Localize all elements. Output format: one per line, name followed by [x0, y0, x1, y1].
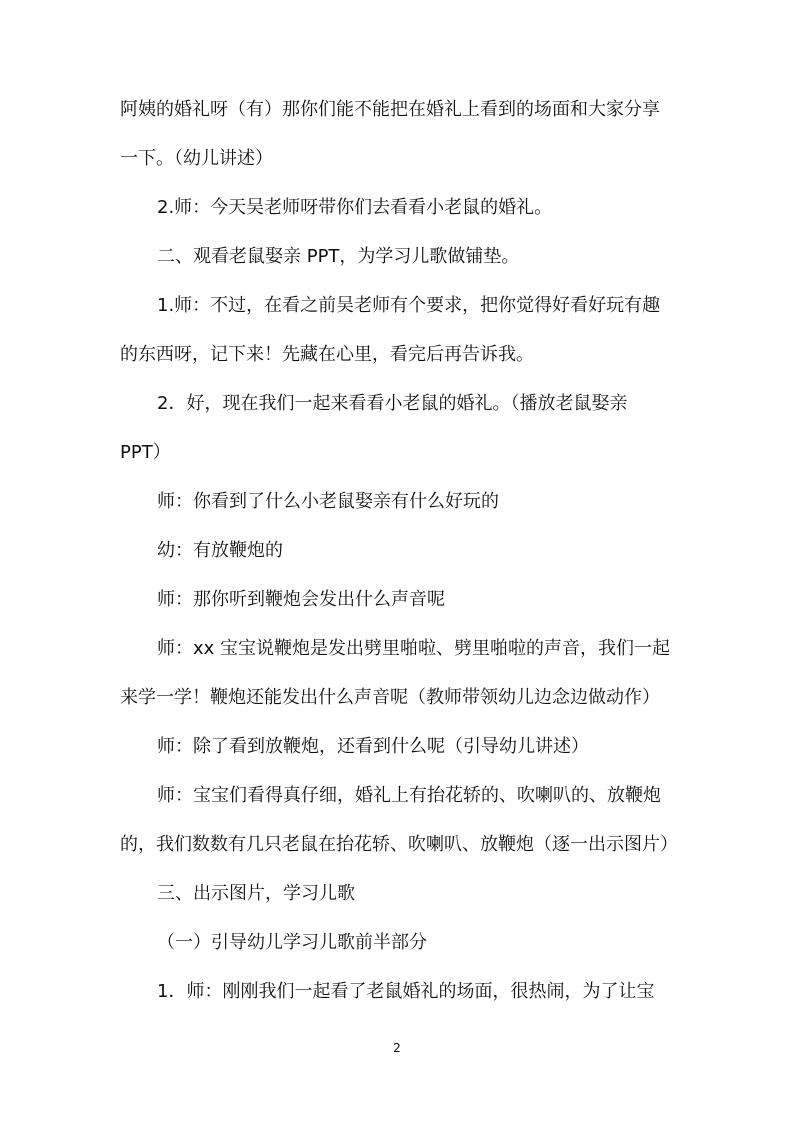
text-line: 师：那你听到鞭炮会发出什么声音呢: [157, 589, 445, 610]
text-line: 二、观看老鼠娶亲 PPT，为学习儿歌做铺垫。: [157, 246, 520, 267]
text-line: 三、出示图片，学习儿歌: [157, 883, 355, 904]
text-line: 的，我们数数有几只老鼠在抬花轿、吹喇叭、放鞭炮（逐一出示图片）: [120, 834, 678, 855]
text-line: PPT）: [120, 442, 171, 463]
text-line: 师：宝宝们看得真仔细，婚礼上有抬花轿的、吹喇叭的、放鞭炮: [157, 785, 661, 806]
text-line: 2.师：今天吴老师呀带你们去看看小老鼠的婚礼。: [157, 197, 553, 218]
text-line: 阿姨的婚礼呀（有）那你们能不能把在婚礼上看到的场面和大家分享: [120, 99, 660, 120]
page-number: 2: [393, 1041, 401, 1055]
text-line: 1．师：刚刚我们一起看了老鼠婚礼的场面，很热闹，为了让宝: [157, 981, 655, 1002]
text-line: 1.师：不过，在看之前吴老师有个要求，把你觉得好看好玩有趣: [157, 295, 661, 316]
text-line: 2．好，现在我们一起来看看小老鼠的婚礼。（播放老鼠娶亲: [157, 393, 628, 414]
text-line: （一）引导幼儿学习儿歌前半部分: [157, 932, 427, 953]
text-line: 一下。（幼儿讲述）: [120, 148, 273, 169]
text-line: 来学一学！鞭炮还能发出什么声音呢（教师带领幼儿边念边做动作）: [120, 687, 660, 708]
text-line: 幼：有放鞭炮的: [157, 540, 283, 561]
text-line: 的东西呀，记下来！先藏在心里，看完后再告诉我。: [120, 344, 534, 365]
text-line: 师：xx 宝宝说鞭炮是发出劈里啪啦、劈里啪啦的声音，我们一起: [157, 638, 671, 659]
text-line: 师：你看到了什么小老鼠娶亲有什么好玩的: [157, 491, 499, 512]
text-line: 师：除了看到放鞭炮，还看到什么呢（引导幼儿讲述）: [157, 736, 589, 757]
